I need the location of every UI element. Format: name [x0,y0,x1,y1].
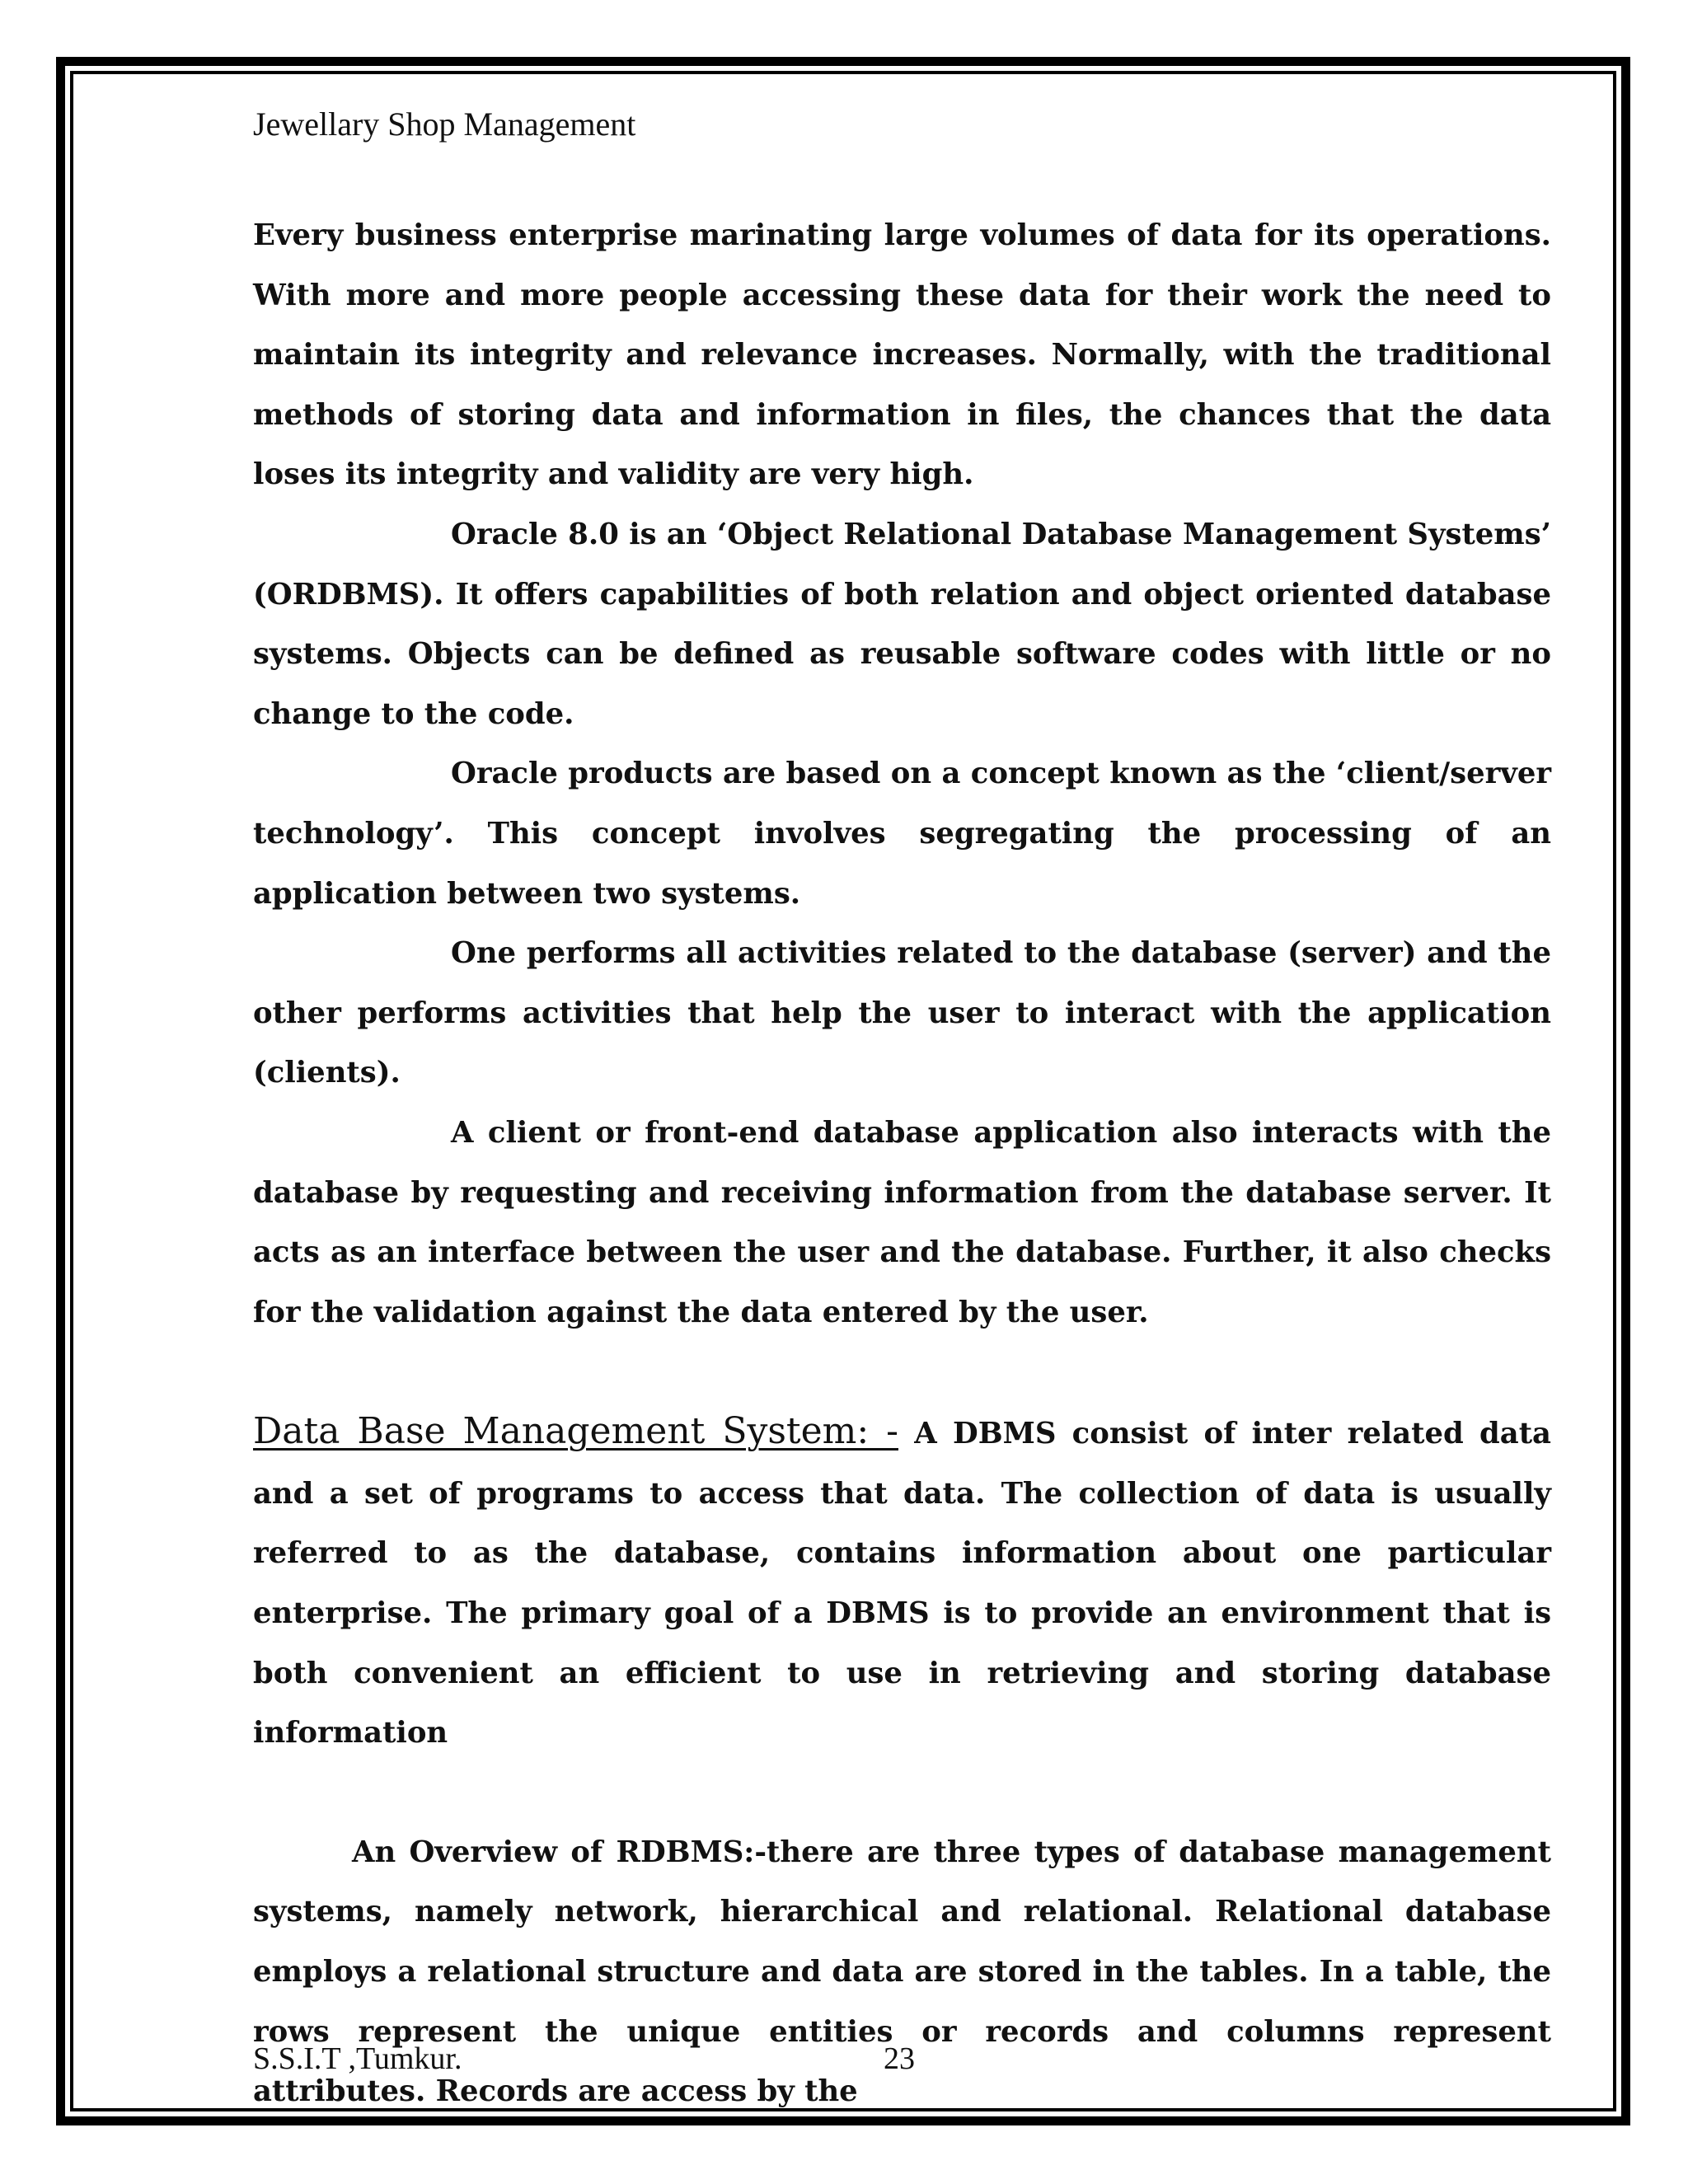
page-number: 23 [884,2041,915,2076]
paragraph-rdbms-overview: An Overview of RDBMS:-there are three types of database management systems, namely network, hierarchical and relational. Relational database employs a relational structure and data are stored in the tables. In a table, the rows represent the unique entities or records and columns represent attributes. Records are access by the [253,1835,1551,2109]
paragraph-client-server: Oracle products are based on a concept known as the ‘client/server technology’. This concept involves segregating the processing of an application between two systems. [253,757,1551,911]
paragraph-intro: Every business enterprise marinating large volumes of data for its operations. With more and more people accessing these data for their work the need to maintain its integrity and relevance increases. Normally, with the traditional methods of storing data and information in files, the chances that the data loses its integrity and validity are very high. [253,218,1551,492]
page-body [253,206,1551,2122]
paragraph-dbms [253,1402,1551,1764]
dbms-body-text: A DBMS consist of inter related data and a set of programs to access that data. The collection of data is usually referred to as the database, contains information about one particular enterprise. The primary goal of a DBMS is to provide an environment that is both convenient an efficient to use in retrieving and storing database information [253,1417,1551,1750]
footer-institution: S.S.I.T ,Tumkur. [253,2041,462,2076]
section-heading-dbms: Data Base Management System: - [253,1410,898,1453]
paragraph-oracle-ordbms: Oracle 8.0 is an ‘Object Relational Database Management Systems’ (ORDBMS). It offers capabilities of both relation and object oriented database systems. Objects can be defined as reusable software codes with little or no change to the code. [253,517,1551,731]
running-header: Jewellary Shop Management [253,105,636,143]
paragraph-front-end: A client or front-end database application also interacts with the database by requesting and receiving information from the database server. It acts as an interface between the user and the database. Further, it also checks for the validation against the data entered by the user. [253,1115,1551,1329]
paragraph-server-client-roles: One performs all activities related to the database (server) and the other performs activities that help the user to interact with the application (clients). [253,936,1551,1090]
